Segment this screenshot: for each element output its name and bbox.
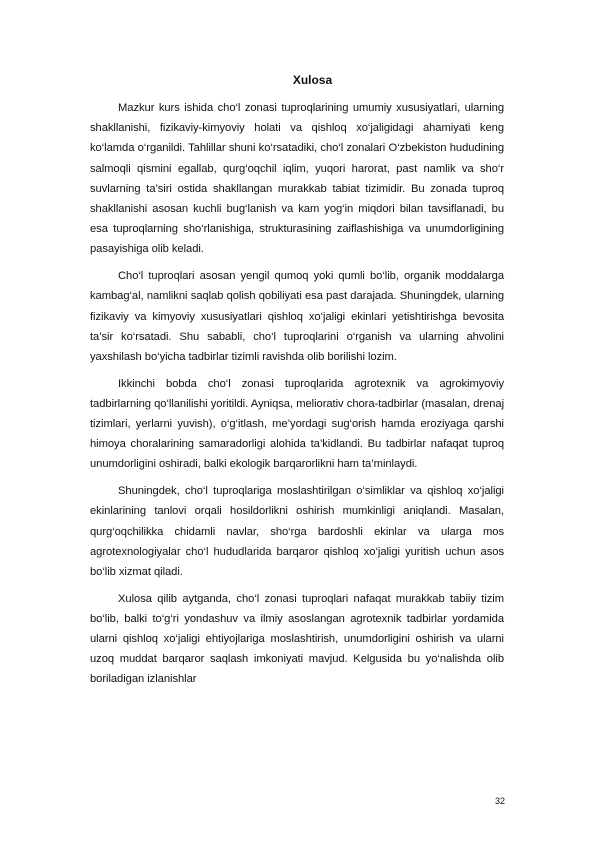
section-heading: Xulosa	[292, 73, 333, 87]
paragraph-5: Xulosa qilib aytganda, cho‘l zonasi tuproqlari nafaqat murakkab tabiiy tizim bo‘lib, balki to‘g‘ri yondashuv va ilmiy asoslangan agrotexnik tadbirlar yordamida ularni qishloq xo‘jaligi ehtiyojlariga moslashtirish, unumdorligini oshirish va ularni uzoq muddat barqaror saqlash imkoniyati mavjud. Kelgusida bu yo‘nalishda olib boriladigan izlanishlar	[90, 592, 504, 686]
body-text	[90, 98, 504, 696]
page-number: 32	[494, 796, 505, 806]
paragraph-4: Shuningdek, cho‘l tuproqlariga moslashtirilgan o‘simliklar va qishloq xo‘jaligi ekinlarining tanlovi orqali hosildorlikni oshirish mumkinligi aniqlandi. Masalan, qurg‘oqchilikka chidamli navlar, sho‘rga bardoshli ekinlar va ularga mos agrotexnologiyalar cho‘l hududlarida barqaror qishloq xo‘jaligi yuritish uchun asos bo‘lib xizmat qiladi.	[90, 485, 504, 578]
paragraph-2: Cho‘l tuproqlari asosan yengil qumoq yoki qumli bo‘lib, organik moddalarga kambag‘al, namlikni saqlab qolish qobiliyati esa past darajada. Shuningdek, ularning fizikaviy va kimyoviy xususiyatlari qishloq xo‘jaligi ekinlari yetishtirishga bevosita ta’sir ko‘rsatadi. Shu sababli, cho‘l tuproqlarini o‘rganish va ularning ahvolini yaxshilash bo‘yicha tadbirlar tizimli ravishda olib borilishi lozim.	[90, 270, 504, 363]
paragraph-3: Ikkinchi bobda cho‘l zonasi tuproqlarida agrotexnik va agrokimyoviy tadbirlarning qo‘llanilishi yoritildi. Ayniqsa, meliorativ chora-tadbirlar (masalan, drenaj tizimlari, yerlarni yuvish), o‘g‘itlash, me’yordagi sug‘orish hamda eroziyaga qarshi himoya choralarining samaradorligi alohida ta’kidlandi. Bu tadbirlar nafaqat tuproq unumdorligini oshiradi, balki ekologik barqarorlikni ham ta’minlaydi.	[90, 377, 504, 471]
paragraph-1: Mazkur kurs ishida cho‘l zonasi tuproqlarining umumiy xususiyatlari, ularning shakllanishi, fizikaviy-kimyoviy holati va qishloq xo‘jaligidagi ahamiyati keng ko‘lamda o‘rganildi. Tahlillar shuni ko‘rsatadiki, cho‘l zonalari O‘zbekiston hududining salmoqli qismini egallab, qurg‘oqchil iqlim, yuqori harorat, past namlik va sho‘r suvlarning ta’siri ostida shakllangan murakkab tabiat tizimidir. Bu zonada tuproq shakllanishi asosan kuchli bug‘lanish va kam yog‘in miqdori bilan tavsiflanadi, bu esa tuproqlarning sho‘rlanishiga, strukturasining zaiflashishiga va unumdorligining pasayishiga olib keladi.	[90, 102, 504, 256]
